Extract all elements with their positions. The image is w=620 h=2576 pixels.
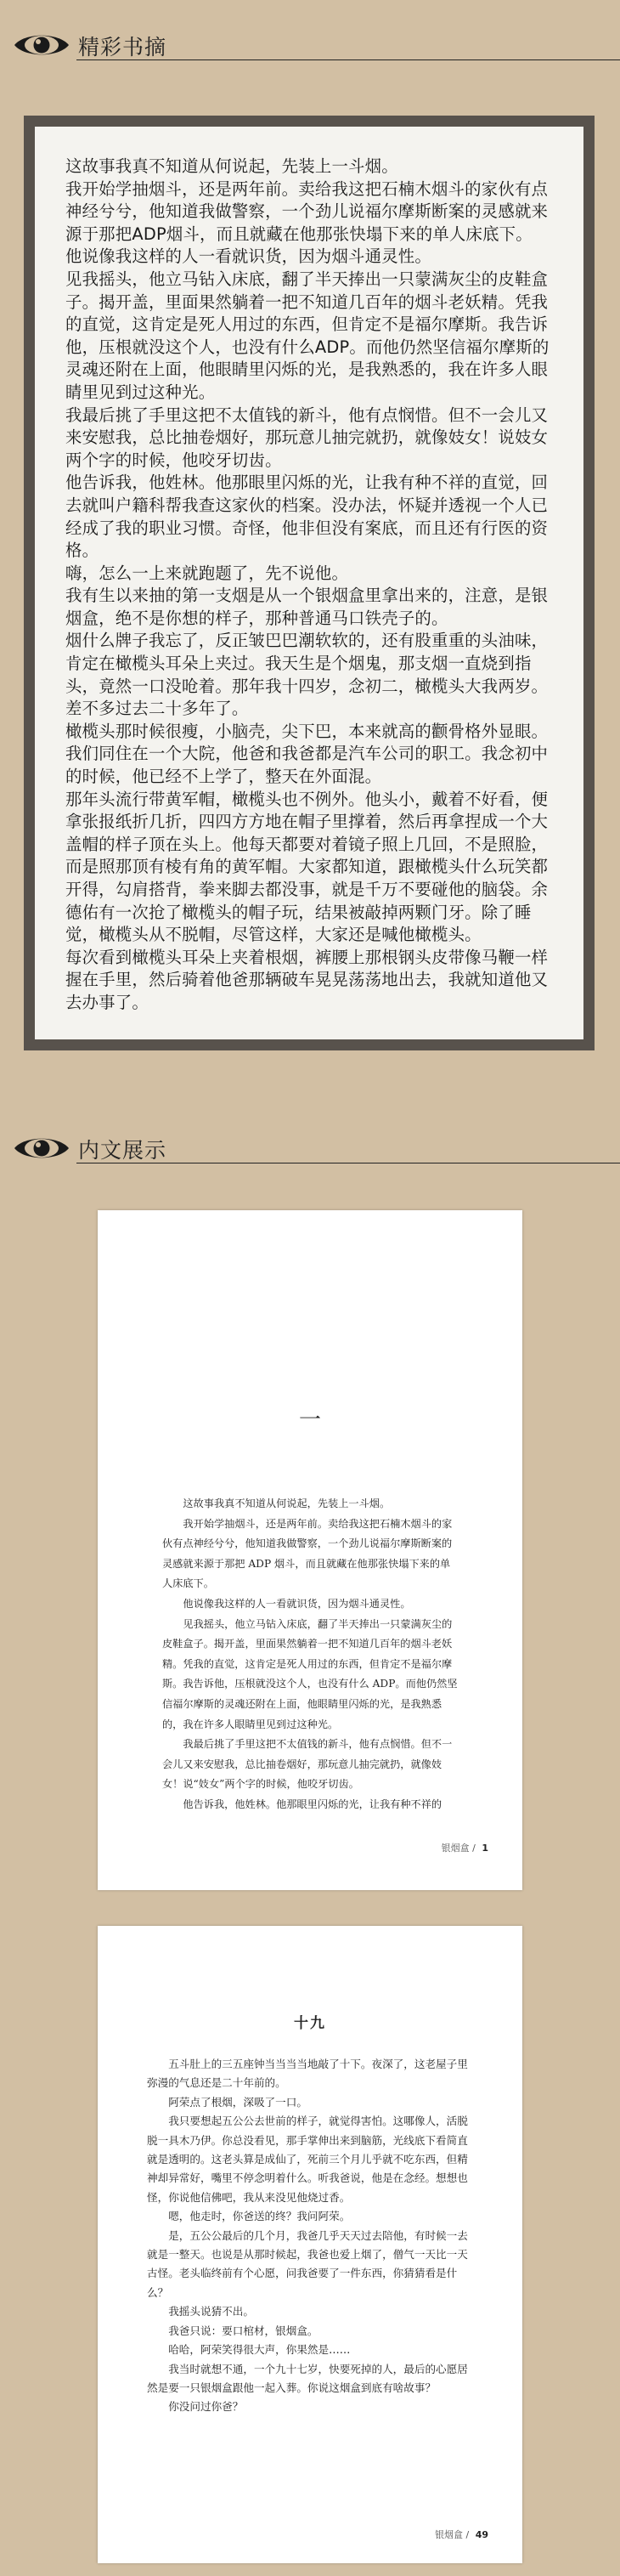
excerpt-paragraph: 那年头流行带黄军帽，橄榄头也不例外。他头小，戴着不好看，便拿张报纸折几折，四四方方地在帽子里撑着，然后再拿捏成一个大盖帽的样子顶在头上。他每天都要对着镜子照上几回，不是照脸，而是照那顶有棱有角的黄军帽。大家都知道，跟橄榄头什么玩笑都开得，勾肩搭背，拳来脚去都没事，就是千万不要碰他的脑袋。余德佑有一次抢了橄榄头的帽子玩，结果被敲掉两颗门牙。除了睡觉，橄榄头从不脱帽，尽管这样，大家还是喊他橄榄头。 xyxy=(65,789,549,945)
page-number: 1 xyxy=(482,1843,488,1854)
body-paragraph: 我最后挑了手里这把不太值钱的新斗，他有点悯惜。但不一会儿又来安慰我，总比抽卷烟好，那玩意儿抽完就扔，就像妓女！说“妓女”两个字的时候，他咬牙切齿。 xyxy=(162,1738,453,1791)
excerpt-paragraph: 我开始学抽烟斗，还是两年前。卖给我这把石楠木烟斗的家伙有点神经兮兮，他知道我做警察，一个劲儿说福尔摩斯断案的灵感就来源于那把ADP烟斗，而且就藏在他那张快塌下来的单人床底下。 xyxy=(65,178,549,244)
content-section-header xyxy=(0,1122,620,1173)
page-footer xyxy=(442,1841,488,1854)
page-body xyxy=(162,1494,458,1815)
page-footer xyxy=(435,2528,488,2541)
body-paragraph: 见我摇头，他立马钻入床底，翻了半天捧出一只蒙满灰尘的皮鞋盒子。揭开盖，里面果然躺着一把不知道几百年的烟斗老妖精。凭我的直觉，这肯定是死人用过的东西，但肯定不是福尔摩斯。我告诉他，压根就没这个人，也没有什么 ADP。而他仍然坚信福尔摩斯的灵魂还附在上面，他眼睛里闪烁的光，是我熟悉的，我在许多人眼睛里见到过这种光。 xyxy=(162,1617,458,1730)
footer-separator: / xyxy=(472,1843,476,1854)
book-page-2 xyxy=(98,1926,522,2563)
body-paragraph: 阿荣点了根烟，深吸了一口。 xyxy=(168,2095,307,2109)
excerpt-paragraph: 见我摇头，他立马钻入床底，翻了半天捧出一只蒙满灰尘的皮鞋盒子。揭开盖，里面果然躺着一把不知道几百年的烟斗老妖精。凭我的直觉，这肯定是死人用过的东西，但肯定不是福尔摩斯。我告诉他，压根就没这个人，也没有什么ADP。而他仍然坚信福尔摩斯的灵魂还附在上面，他眼睛里闪烁的光，是我熟悉的，我在许多人眼睛里见到过这种光。 xyxy=(65,269,550,402)
eye-icon xyxy=(12,1134,71,1163)
excerpt-paragraph: 他告诉我，他姓林。他那眼里闪烁的光，让我有种不祥的直觉，回去就叫户籍科帮我查这家伙的档案。没办法，怀疑并透视一个人已经成了我的职业习惯。奇怪，他非但没有案底，而且还有行医的资格。 xyxy=(65,473,549,561)
excerpt-paragraph: 每次看到橄榄头耳朵上夹着根烟，裤腰上那根钢头皮带像马鞭一样握在手里，然后骑着他爸那辆破车晃晃荡荡地出去，我就知道他又去办事了。 xyxy=(65,947,549,1012)
body-paragraph: 他告诉我，他姓林。他那眼里闪烁的光，让我有种不祥的 xyxy=(183,1798,442,1810)
section-title: 内文展示 xyxy=(78,1138,167,1163)
excerpt-paragraph: 橄榄头那时候很瘦，小脑壳，尖下巴，本来就高的颧骨格外显眼。我们同住在一个大院，他爸和我爸都是汽车公司的职工。我念初中的时候，他已经不上学了，整天在外面混。 xyxy=(65,721,549,787)
body-paragraph: 我爸只说：要口棺材，银烟盒。 xyxy=(168,2324,318,2337)
body-paragraph: 我摇头说猜不出。 xyxy=(168,2305,254,2318)
page-body xyxy=(147,2055,473,2417)
excerpt-paragraph: 这故事我真不知道从何说起，先装上一斗烟。 xyxy=(65,156,398,176)
body-paragraph: 我当时就想不通，一个九十七岁，快要死掉的人，最后的心愿居然是要一只银烟盒跟他一起入葬。你说这烟盒到底有啥故事？ xyxy=(147,2362,468,2394)
excerpt-paragraph: 我有生以来抽的第一支烟是从一个银烟盒里拿出来的，注意，是银烟盒，绝不是你想的样子，那种普通马口铁壳子的。 xyxy=(65,586,549,628)
footer-book-title: 银烟盒 xyxy=(434,2529,463,2540)
excerpt-paragraph: 他说像我这样的人一看就识货，因为烟斗通灵性。 xyxy=(65,246,431,267)
chapter-heading: 一 xyxy=(298,1407,321,1433)
eye-icon xyxy=(12,31,71,59)
body-paragraph: 我只要想起五公公去世前的样子，就觉得害怕。这哪像人，活脱脱一具木乃伊。你总没看见，那手掌伸出来到脑筋，光线底下看简直就是透明的。这老头算是成仙了，死前三个月儿乎就不吃东西，但精神却异常好，嘴里不停念明着什么。听我爸说，他是在念经。想想也怪，你说他信佛吧，我从来没见他烧过香。 xyxy=(147,2115,468,2204)
section-divider xyxy=(76,59,620,60)
body-paragraph: 五斗肚上的三五座钟当当当当地敲了十下。夜深了，这老屋子里弥漫的气息还是二十年前的。 xyxy=(147,2058,468,2090)
body-paragraph: 你没问过你爸？ xyxy=(168,2400,244,2414)
excerpt-section-header xyxy=(0,19,620,70)
excerpt-paragraph: 嗨，怎么一上来就跑题了，先不说他。 xyxy=(65,563,349,583)
section-title: 精彩书摘 xyxy=(78,35,167,59)
body-paragraph: 他说像我这样的人一看就识货，因为烟斗通灵性。 xyxy=(183,1597,411,1610)
excerpt-frame xyxy=(24,116,595,1050)
excerpt-paragraph: 我最后挑了手里这把不太值钱的新斗，他有点悯惜。但不一会儿又来安慰我，总比抽卷烟好，那玩意儿抽完就扔，就像妓女！说妓女两个字的时候，他咬牙切齿。 xyxy=(65,405,549,470)
body-paragraph: 是，五公公最后的几个月，我爸几乎天天过去陪他，有时候一去就是一整天。也说是从那时候起，我爸也爱上烟了，僧气一天比一天古怪。老头临终前有个心愿，问我爸要了一件东西，你猜猜看是什么？ xyxy=(147,2228,468,2299)
body-paragraph: 这故事我真不知道从何说起，先装上一斗烟。 xyxy=(183,1497,391,1509)
body-paragraph: 我开始学抽烟斗，还是两年前。卖给我这把石楠木烟斗的家伙有点神经兮兮，他知道我做警察，一个劲儿说福尔摩斯断案的灵感就来源于那把 ADP 烟斗，而且就藏在他那张快塌下来的单人床底下。 xyxy=(162,1517,453,1590)
footer-separator: / xyxy=(465,2529,470,2540)
page-number: 49 xyxy=(475,2529,488,2540)
excerpt-paragraph: 烟什么牌子我忘了，反正皱巴巴潮软软的，还有股重重的头油味，肯定在橄榄头耳朵上夹过。我天生是个烟鬼，那支烟一直烧到指头，竟然一口没呛着。那年我十四岁，念初二，橄榄头大我两岁。 xyxy=(65,631,549,696)
chapter-heading: 十九 xyxy=(294,2015,326,2032)
body-paragraph: 哈哈，阿荣笑得很大声，你果然是…… xyxy=(168,2343,351,2357)
book-page-1 xyxy=(98,1210,522,1890)
footer-book-title: 银烟盒 xyxy=(441,1843,470,1854)
excerpt-paragraph: 差不多过去二十多年了。 xyxy=(65,699,249,719)
body-paragraph: 嗯，他走时，你爸送的终？我问阿荣。 xyxy=(168,2210,351,2223)
excerpt-text xyxy=(35,127,583,1039)
